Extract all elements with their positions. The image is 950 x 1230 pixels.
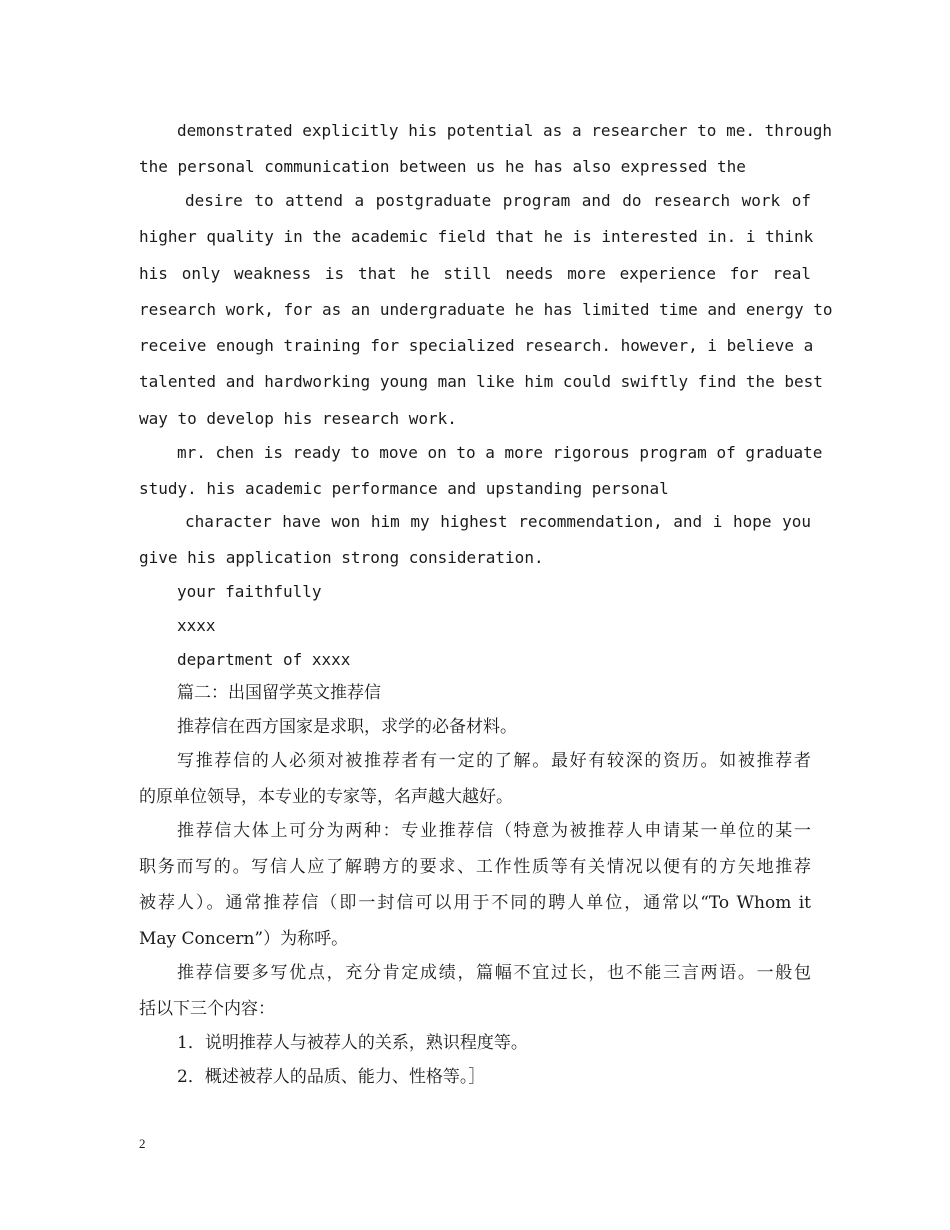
department-line: department of xxxx [177, 650, 351, 669]
text-line: give his application strong consideration. [139, 548, 544, 567]
text-line: 括以下三个内容： [139, 999, 275, 1019]
text-line: study. his academic performance and upstanding personal [139, 479, 669, 498]
signature-line: xxxx [177, 616, 216, 635]
text-line: higher quality in the academic field that he is interested in. i think [139, 227, 814, 246]
text-line: character have won him my highest recommendation, and i hope you [185, 512, 811, 531]
page-number: 2 [139, 1136, 146, 1151]
text-line: 推荐信要多写优点，充分肯定成绩，篇幅不宜过长，也不能三言两语。一般包 [177, 963, 811, 983]
text-line: 被荐人）。通常推荐信（即一封信可以用于不同的聘人单位，通常以“To Whom it [139, 893, 811, 913]
text-line: 推荐信在西方国家是求职，求学的必备材料。 [177, 717, 517, 737]
text-line: the personal communication between us he has also expressed the [139, 157, 746, 176]
text-line: 职务而写的。写信人应了解聘方的要求、工作性质等有关情况以便有的方矢地推荐 [139, 857, 811, 877]
text-line: demonstrated explicitly his potential as a researcher to me. through [177, 121, 833, 140]
text-line: talented and hardworking young man like him could swiftly find the best [139, 372, 823, 391]
text-line: way to develop his research work. [139, 409, 457, 428]
list-item: 1．说明推荐人与被荐人的关系，熟识程度等。 [177, 1033, 528, 1053]
text-line: receive enough training for specialized research. however, i believe a [139, 336, 814, 355]
text-line: his only weakness is that he still needs more experience for real [139, 264, 811, 283]
text-line: 推荐信大体上可分为两种：专业推荐信（特意为被推荐人申请某一单位的某一 [177, 821, 811, 841]
text-line: research work, for as an undergraduate he has limited time and energy to [139, 300, 833, 319]
list-item: 2．概述被荐人的品质、能力、性格等。］ [177, 1067, 486, 1087]
section-heading: 篇二：出国留学英文推荐信 [177, 683, 381, 703]
closing-line: your faithfully [177, 582, 322, 601]
text-line: May Concern”）为称呼。 [139, 929, 349, 949]
text-line: 写推荐信的人必须对被推荐者有一定的了解。最好有较深的资历。如被推荐者 [177, 751, 811, 771]
text-line: mr. chen is ready to move on to a more rigorous program of graduate [177, 443, 823, 462]
text-line: desire to attend a postgraduate program and do research work of [185, 191, 811, 210]
text-line: 的原单位领导，本专业的专家等，名声越大越好。 [139, 787, 513, 807]
